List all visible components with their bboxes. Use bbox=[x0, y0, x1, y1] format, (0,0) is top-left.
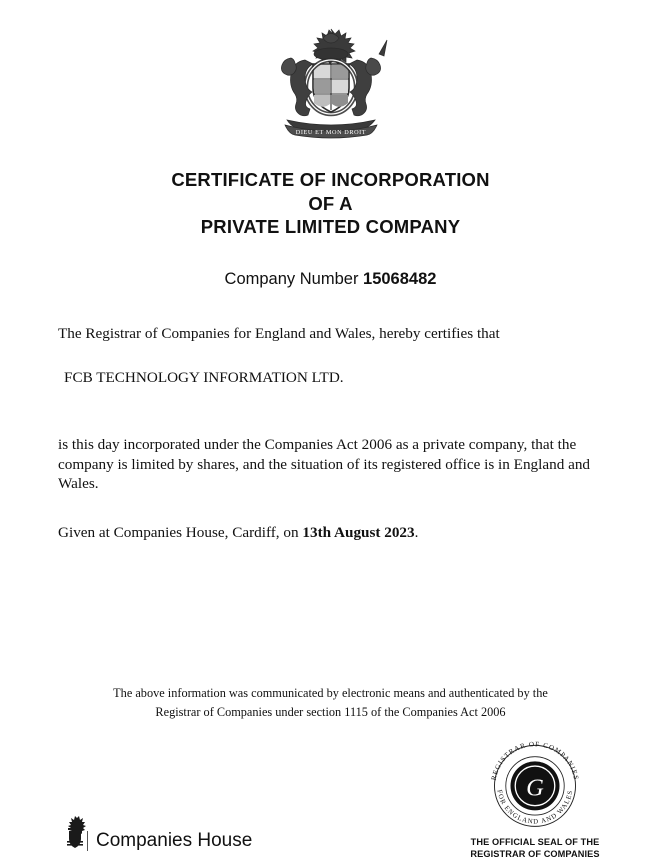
official-seal-icon bbox=[483, 735, 587, 833]
svg-text:DIEU ET MON DROIT: DIEU ET MON DROIT bbox=[295, 129, 365, 136]
royal-coat-of-arms-container bbox=[58, 0, 603, 146]
svg-text:FOR ENGLAND AND WALES: FOR ENGLAND AND WALES bbox=[496, 789, 575, 825]
registrar-statement: The Registrar of Companies for England and Wales, hereby certifies that bbox=[58, 323, 603, 345]
company-number-line bbox=[58, 270, 603, 289]
certificate-title-line-2: OF A bbox=[58, 192, 603, 216]
given-at-date: 13th August 2023 bbox=[302, 524, 414, 541]
given-at-prefix: Given at Companies House, Cardiff, on bbox=[58, 524, 302, 541]
seal-caption bbox=[465, 837, 605, 860]
certificate-title-line-3: PRIVATE LIMITED COMPANY bbox=[58, 215, 603, 239]
seal-caption-line-2: REGISTRAR OF COMPANIES bbox=[465, 849, 605, 860]
given-at-suffix: . bbox=[415, 524, 419, 541]
companies-house-logo bbox=[62, 814, 252, 851]
official-seal-area bbox=[465, 735, 605, 860]
svg-text:REGISTRAR OF COMPANIES: REGISTRAR OF COMPANIES bbox=[490, 740, 580, 781]
certificate-title bbox=[58, 168, 603, 239]
seal-caption-line-1: THE OFFICIAL SEAL OF THE bbox=[465, 837, 605, 849]
svg-text:G: G bbox=[526, 774, 544, 801]
certificate-title-line-1: CERTIFICATE OF INCORPORATION bbox=[171, 169, 489, 190]
royal-coat-of-arms-icon bbox=[261, 24, 401, 146]
authentication-note bbox=[58, 684, 603, 722]
authentication-note-line-1: The above information was communicated by electronic means and authenticated by the bbox=[58, 684, 603, 703]
company-number-value: 15068482 bbox=[363, 270, 436, 288]
given-at-line bbox=[58, 522, 603, 544]
companies-house-wordmark: Companies House bbox=[87, 831, 252, 851]
incorporation-paragraph: is this day incorporated under the Companies Act 2006 as a private company, that the company is limited by shares, and the situation of its registered office is in England and Wales. bbox=[58, 435, 603, 493]
company-number-label: Company Number bbox=[225, 270, 363, 288]
authentication-note-line-2: Registrar of Companies under section 1115 of the Companies Act 2006 bbox=[58, 703, 603, 722]
royal-crest-small-icon bbox=[62, 814, 88, 848]
certificate-body bbox=[58, 323, 603, 544]
company-name: FCB TECHNOLOGY INFORMATION LTD. bbox=[58, 367, 603, 389]
